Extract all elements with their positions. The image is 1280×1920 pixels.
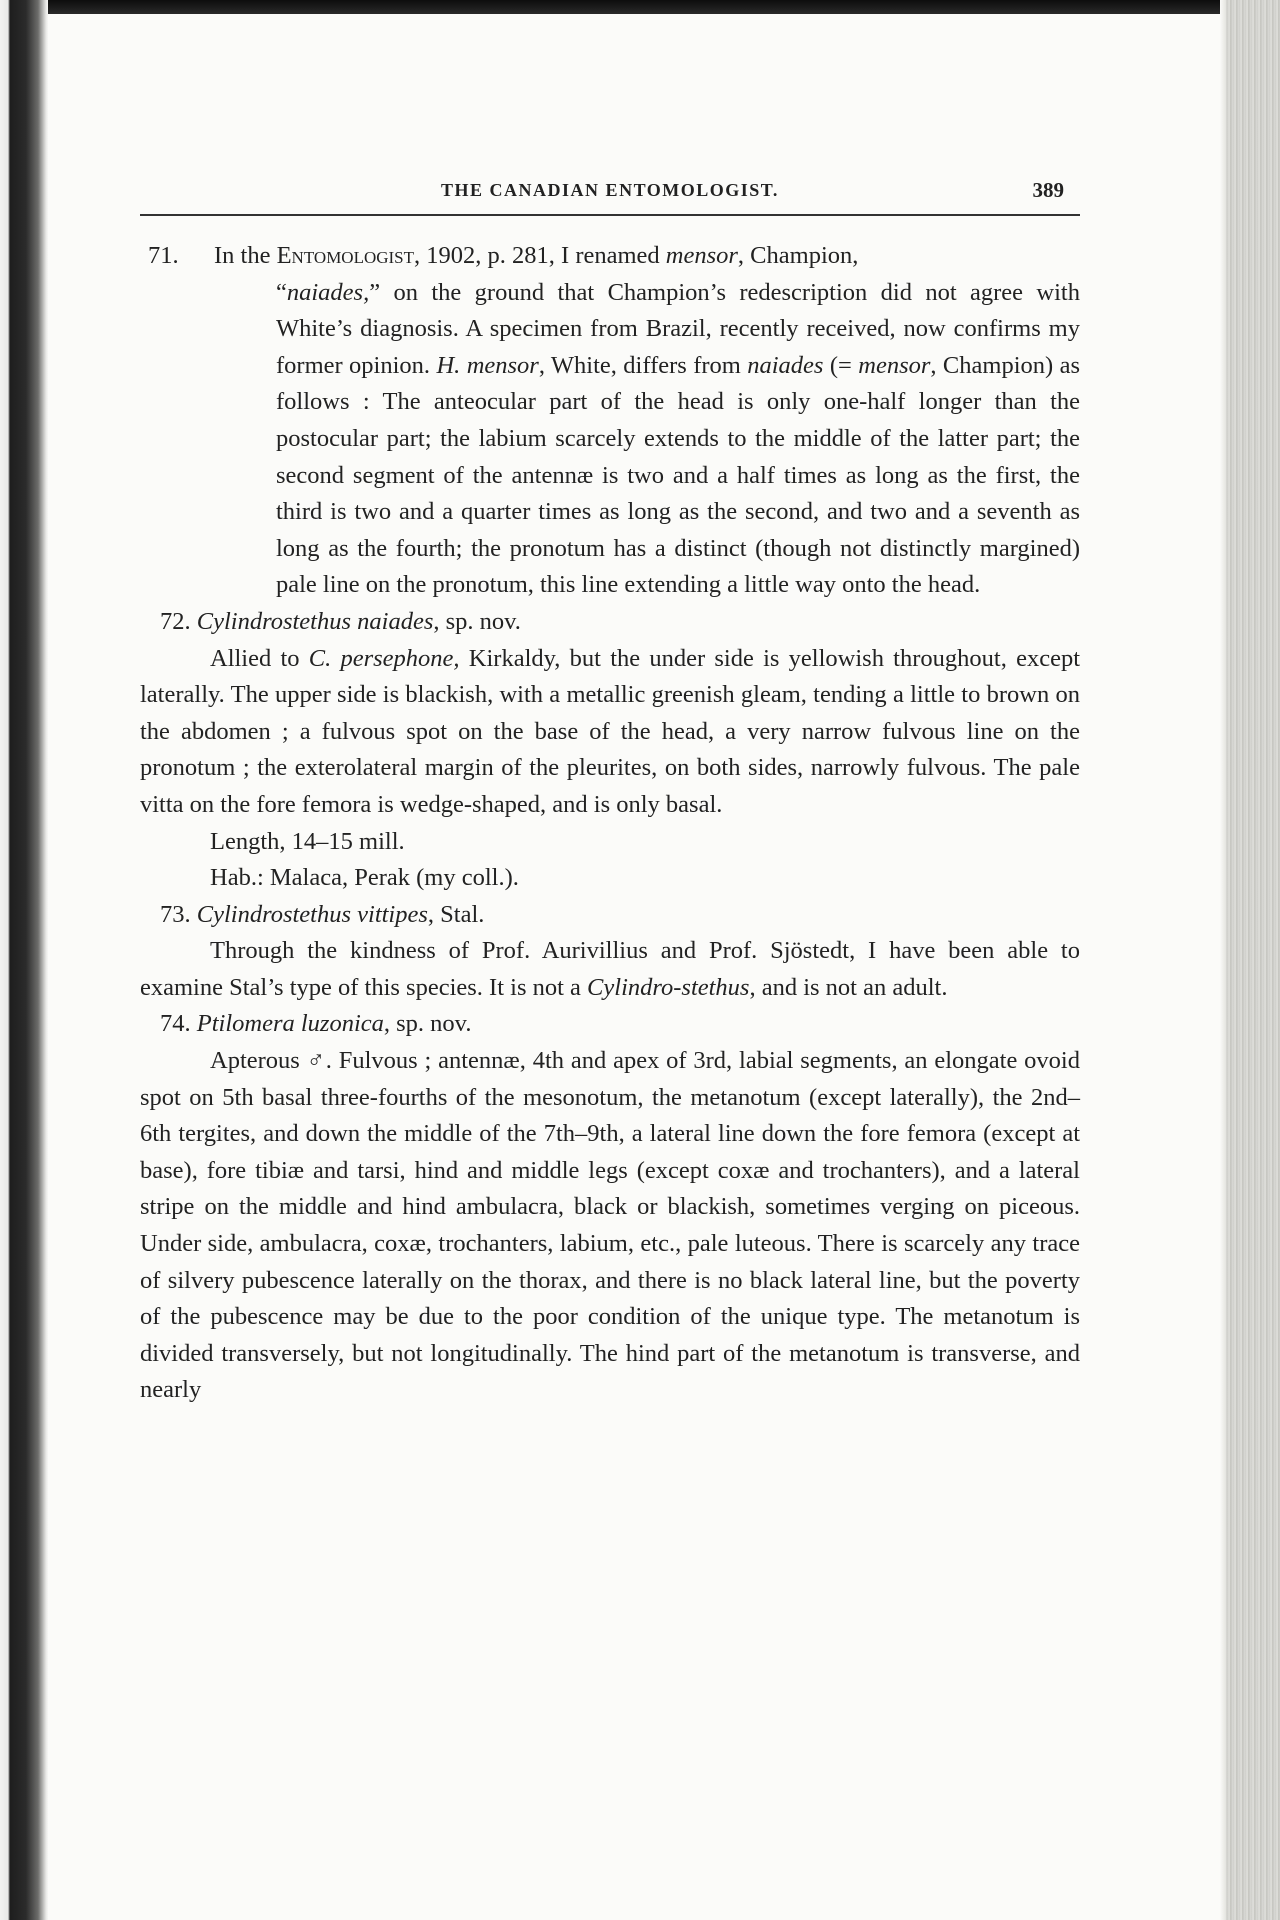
species-name: H. mensor — [436, 351, 539, 379]
text-run: , sp. nov. — [383, 1010, 472, 1038]
species-name: mensor — [665, 242, 738, 269]
entry-continuation — [214, 275, 1080, 604]
entry-number: 74. — [160, 1010, 191, 1038]
text-run: , sp. nov. — [433, 607, 521, 635]
entry-number: 73. — [160, 900, 191, 928]
page-header — [140, 170, 1080, 216]
entry-73-description — [140, 933, 1080, 1006]
entry-74-heading — [140, 1006, 1080, 1043]
species-name: mensor — [858, 351, 931, 379]
text-run: In the — [214, 242, 277, 269]
page-stack-edge — [1226, 0, 1280, 1920]
body-text — [140, 238, 1080, 1409]
species-name: naiades — [747, 351, 824, 379]
species-name: C. persephone, — [308, 644, 460, 672]
entry-text — [214, 238, 1080, 604]
entry-72-description — [140, 641, 1080, 824]
page-content — [140, 170, 1080, 1409]
entry-number: 72. — [160, 607, 191, 635]
text-run: Kirkaldy, but the under side is yellowish throughout, except laterally. The upper side is blackish, with a metallic greenish gleam, tending a little to brown on the abdomen ; a fulvous spot on the base of the head, a very narrow fulvous line on the pronotum ; the exterolateral margin of the pleurites, on both sides, narrowly fulvous. The pale vitta on the fore femora is wedge-shaped, and is only basal. — [140, 644, 1080, 818]
text-run: ” on the ground that Champion’s redescription did not agree with White’s diagnosis. A specimen from Brazil, recently received, now confirms my former opinion. — [276, 278, 1080, 379]
text-run: , Champion) as follows : The anteocular part of the head is only one-half longer than the postocular part; the labium scarcely extends to the middle of the latter part; the second segment of the antennæ is two and a half times as long as the first, the third is two and a quarter times as long as the second, and two and a seventh as long as the fourth; the pronotum has a distinct (though not distinctly margined) pale line on the pronotum, this line extending a little way onto the head. — [276, 351, 1080, 599]
species-name: Ptilomera luzonica — [196, 1010, 384, 1038]
species-name: naiades, — [286, 278, 370, 306]
text-run: , Champion, — [737, 242, 859, 269]
species-name: Cylindrostethus vittipes — [196, 900, 428, 928]
entry-number: 71. — [148, 242, 179, 269]
journal-name: Entomologist — [276, 242, 415, 269]
text-run: , Stal. — [427, 900, 485, 928]
entry-72-length: Length, 14–15 mill. — [210, 827, 405, 855]
text-run: “ — [276, 278, 287, 306]
text-run: , 1902, p. 281, I renamed — [414, 242, 666, 269]
species-name: Cylindro-stethus — [587, 973, 750, 1001]
text-run: Allied to — [210, 644, 309, 672]
entry-73-heading — [140, 897, 1080, 934]
entry-71 — [140, 238, 1080, 604]
text-run: , White, differs from — [538, 351, 748, 379]
text-run: Through the kindness of Prof. Aurivillius and Prof. Sjöstedt, I have been able to examine Stal’s type of this species. It is not a — [140, 937, 1080, 1001]
book-spine-edge — [0, 0, 48, 1920]
entry-74-description: Apterous ♂. Fulvous ; antennæ, 4th and apex of 3rd, labial segments, an elongate ovoid spot on 5th basal three-fourths of the mesonotum, the metanotum (except laterally), the 2nd–6th tergites, and down the middle of the 7th–9th, a lateral line down the fore femora (except at base), fore tibiæ and tarsi, hind and middle legs (except coxæ and trochanters), and a lateral stripe on the middle and hind ambulacra, black or blackish, sometimes verging on piceous. Under side, ambulacra, coxæ, trochanters, labium, etc., pale luteous. There is scarcely any trace of silvery pubescence laterally on the thorax, and there is no black lateral line, but the poverty of the pubescence may be due to the poor condition of the unique type. The metanotum is divided transversely, but not longitudinally. The hind part of the metanotum is transverse, and nearly — [140, 1047, 1080, 1404]
text-run: (= — [823, 351, 859, 379]
scan-top-edge — [0, 0, 1280, 14]
species-name: Cylindrostethus naiades — [196, 607, 434, 635]
text-run: , and is not an adult. — [749, 973, 948, 1001]
entry-72-habitat: Hab.: Malaca, Perak (my coll.). — [210, 864, 519, 892]
running-head: THE CANADIAN ENTOMOLOGIST. — [441, 180, 779, 200]
entry-72-heading — [140, 604, 1080, 641]
page-number: 389 — [1032, 178, 1064, 202]
